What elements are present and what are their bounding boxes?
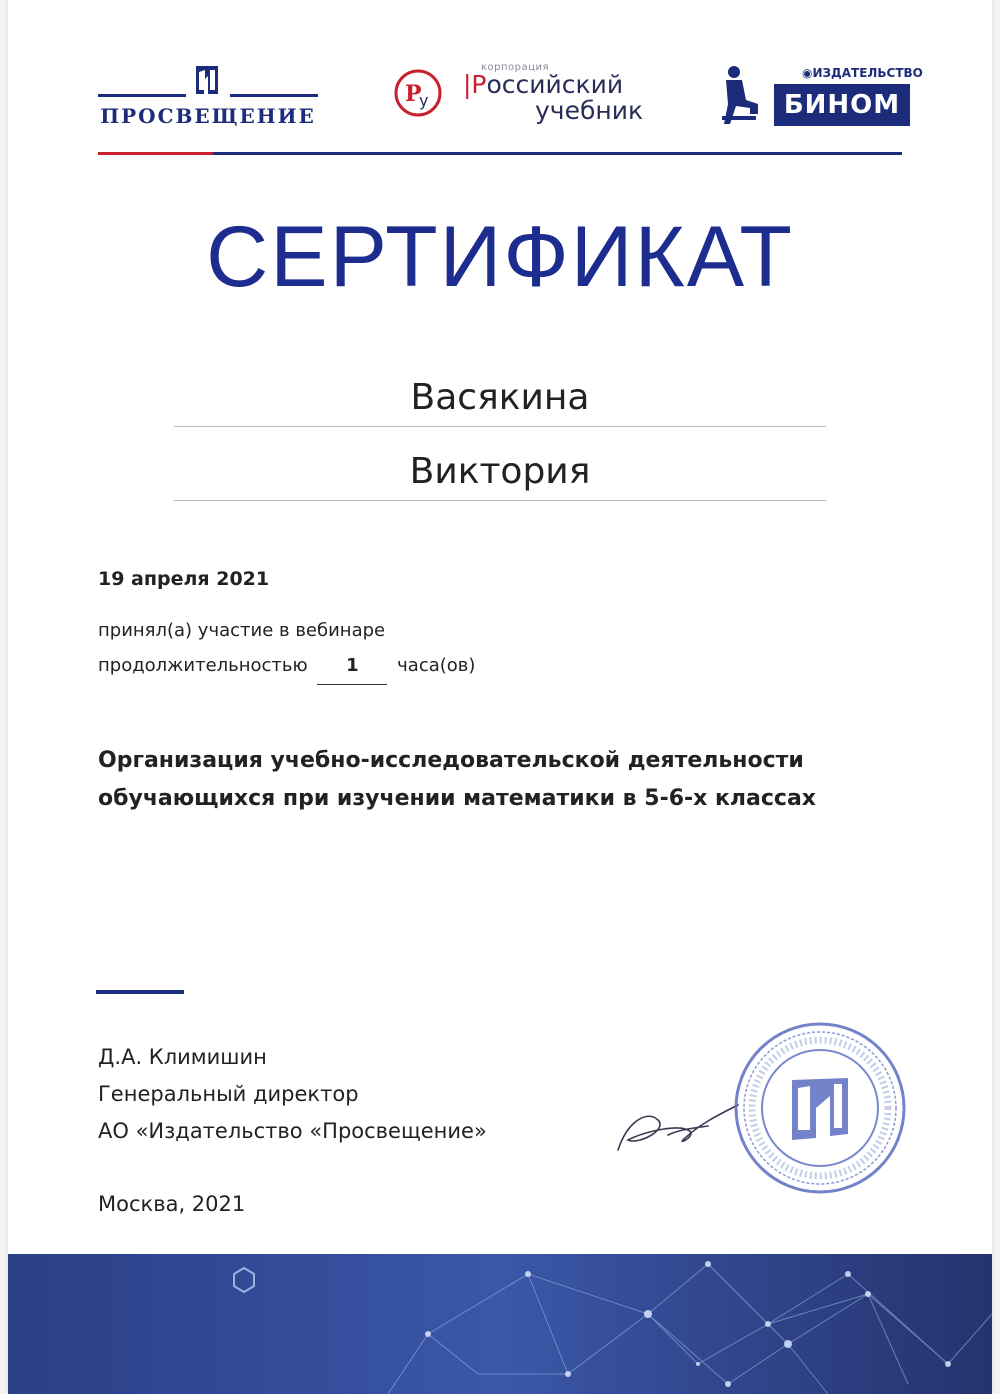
- webinar-topic: Организация учебно-исследовательской деятельности обучающихся при изучении математики в 5-6-х классах: [98, 748, 816, 811]
- binom-logo: [720, 64, 923, 128]
- certificate-page: [8, 0, 992, 1394]
- duration-prefix: продолжительностью: [98, 655, 308, 676]
- rossiyskiy-uchebnik-logo: [393, 62, 663, 132]
- place-year: Москва, 2021: [98, 1192, 246, 1216]
- participation-text: принял(а) участие в вебинаре: [98, 620, 386, 641]
- duration-suffix: часа(ов): [397, 655, 476, 676]
- recipient-surname: Васякина: [174, 376, 826, 427]
- prosveshchenie-logo-text: ПРОСВЕЩЕНИЕ: [100, 104, 316, 128]
- seated-figure-icon: [720, 64, 760, 126]
- certificate-title: СЕРТИФИКАТ: [206, 209, 794, 305]
- binom-logo-text: БИНОМ: [774, 84, 910, 126]
- svg-text:P: P: [405, 81, 422, 107]
- duration-line: [98, 655, 475, 685]
- ru-logo-line2: учебник: [535, 96, 644, 125]
- ru-logo-line1: |Российский: [463, 70, 624, 99]
- svg-text:y: y: [419, 91, 429, 110]
- ru-logo-small-text: корпорация: [481, 62, 549, 73]
- ru-emblem-icon: [393, 68, 443, 118]
- recipient-first-name: Виктория: [174, 450, 826, 501]
- signatory-name: Д.А. Климишин: [98, 1045, 267, 1069]
- prosveshchenie-emblem-icon: [194, 64, 220, 96]
- footer-network-banner: [8, 1254, 992, 1394]
- duration-hours: 1: [317, 655, 387, 685]
- prosveshchenie-logo: [98, 64, 318, 134]
- binom-logo-small-text: ◉ИЗДАТЕЛЬСТВО: [802, 66, 923, 80]
- signatory-company: АО «Издательство «Просвещение»: [98, 1119, 487, 1143]
- header-divider: [98, 152, 902, 155]
- signatory-position: Генеральный директор: [98, 1082, 359, 1106]
- signature-divider: [96, 990, 184, 994]
- event-date: 19 апреля 2021: [98, 568, 270, 590]
- official-stamp: [730, 1018, 910, 1198]
